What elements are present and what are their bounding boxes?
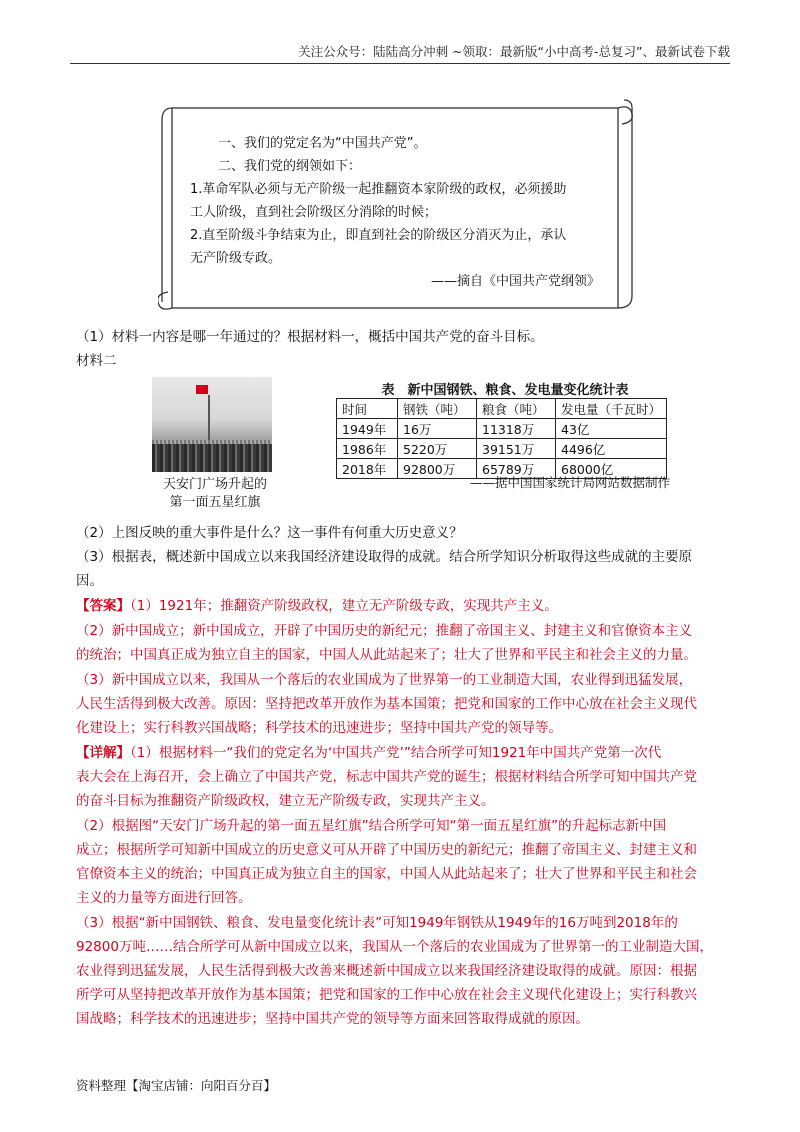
photo-caption-line: 天安门广场升起的 (162, 477, 267, 492)
detail-text: （1）根据材料一“我们的党定名为‘中国共产党’”结合所学可知1921年中国共产党第一次代 (130, 745, 662, 761)
answer-label: 【答案】 (76, 598, 130, 614)
photo-caption (140, 476, 290, 512)
detail-3-line: 国战略；科学技术的迅速进步；坚持中国共产党的领导等方面来回答取得成就的原因。 (76, 1011, 589, 1027)
table-cell: 39151万 (477, 439, 556, 459)
material1-line: 二、我们党的纲领如下： (218, 159, 362, 174)
table-cell: 11318万 (477, 419, 556, 439)
answer-2-line: 的统治；中国真正成为独立自主的国家，中国人从此站起来了；壮大了世界和平民主和社会主义的力量。 (76, 647, 697, 663)
detail-3-line: 92800万吨……结合所学可从新中国成立以来，我国从一个落后的农业国成为了世界第一的工业制造大国， (76, 939, 713, 955)
material1-text (190, 132, 610, 293)
question-1: （1）材料一内容是哪一年通过的？根据材料一，概括中国共产党的奋斗目标。 (76, 329, 544, 345)
table-header-cell: 时间 (337, 399, 398, 419)
five-star-red-flag-icon (196, 385, 208, 394)
table-cell: 68000亿 (556, 459, 667, 479)
detail-3-line: 所学可从坚持把改革开放作为基本国策；把党和国家的工作中心放在社会主义现代化建设上；实行科教兴 (76, 987, 697, 1003)
question-3-line: 因。 (76, 573, 103, 589)
question-3-line: （3）根据表，概述新中国成立以来我国经济建设取得的成就。结合所学知识分析取得这些成就的主要原 (76, 549, 693, 565)
material1-line: 1.革命军队必须与无产阶级一起推翻资本家阶级的政权，必须援助 (190, 182, 567, 197)
material1-line: 一、我们的党定名为“中国共产党”。 (218, 136, 427, 151)
table-cell: 2018年 (337, 459, 398, 479)
answer-3-line: 化建设上；实行科教兴国战略；科学技术的迅速进步；坚持中国共产党的领导等。 (76, 720, 562, 736)
table-header-cell: 粮食（吨） (477, 399, 556, 419)
answer-text: （1）1921年；推翻资产阶级政权，建立无产阶级专政，实现共产主义。 (130, 598, 558, 614)
table-cell: 1986年 (337, 439, 398, 459)
detail-2-line: （2）根据图“天安门广场升起的第一面五星红旗”结合所学可知“第一面五星红旗”的升起标志新中国 (76, 818, 667, 834)
detail-2-line: 成立；根据所学可知新中国成立的历史意义可从开辟了中国历史的新纪元；推翻了帝国主义、封建主义和 (76, 842, 697, 858)
table-row (337, 419, 667, 439)
photo-crowd (152, 444, 272, 472)
table-title: 表 新中国钢铁、粮食、发电量变化统计表 (381, 383, 629, 398)
table-source: ——据中国国家统计局网站数据制作 (469, 475, 670, 490)
table-cell: 65789万 (477, 459, 556, 479)
detail-1-line: 表大会在上海召开，会上确立了中国共产党，标志中国共产党的诞生；根据材料结合所学可知中国共产党 (76, 769, 697, 785)
detail-2-line: 主义的力量等方面进行回答。 (76, 890, 252, 906)
detail-2-line: 官僚资本主义的统治；中国真正成为独立自主的国家，中国人从此站起来了；壮大了世界和平民主和社会 (76, 866, 697, 882)
flag-pole (208, 395, 210, 445)
answer-1 (76, 594, 736, 618)
table-header-cell: 发电量（千瓦时） (556, 399, 667, 419)
header-divider (70, 63, 730, 64)
table-cell: 16万 (398, 419, 477, 439)
question-2: （2）上图反映的重大事件是什么？这一事件有何重大历史意义？ (76, 525, 463, 541)
table-cell: 4496亿 (556, 439, 667, 459)
material1-source: ——摘自《中国共产党纲领》 (430, 274, 600, 289)
page-footer: 资料整理【淘宝店铺：向阳百分百】 (76, 1078, 277, 1093)
detail-label: 【详解】 (76, 745, 130, 761)
table-cell: 43亿 (556, 419, 667, 439)
answer-3-line: （3）新中国成立以来，我国从一个落后的农业国成为了世界第一的工业制造大国，农业得到迅猛发展， (76, 672, 693, 688)
material1-line: 工人阶级，直到社会阶级区分消除的时候； (190, 205, 438, 220)
table-cell: 5220万 (398, 439, 477, 459)
material1-line: 无产阶级专政。 (190, 251, 282, 266)
answer-2-line: （2）新中国成立；新中国成立，开辟了中国历史的新纪元；推翻了帝国主义、封建主义和官僚资本主义 (76, 623, 693, 639)
material1-scroll (158, 96, 638, 320)
material2-label: 材料二 (76, 353, 117, 369)
photo-caption-line: 第一面五星红旗 (169, 495, 261, 510)
detail-1-line: 的奋斗目标为推翻资产阶级政权，建立无产阶级专政，实现共产主义。 (76, 793, 495, 809)
statistics-table (336, 398, 667, 479)
table-row (337, 439, 667, 459)
table-cell: 92800万 (398, 459, 477, 479)
table-header-row (337, 399, 667, 419)
material1-line: 2.直至阶级斗争结束为止，即直到社会的阶级区分消灭为止，承认 (190, 228, 567, 243)
detail-1 (76, 741, 736, 765)
page-header: 关注公众号：陆陆高分冲刺 ~领取：最新版“小中高考-总复习”、最新试卷下载 (298, 44, 730, 59)
answer-3-line: 人民生活得到极大改善。原因：坚持把改革开放作为基本国策；把党和国家的工作中心放在社会主义现代 (76, 696, 697, 712)
table-cell: 1949年 (337, 419, 398, 439)
tiananmen-flag-photo (152, 377, 272, 472)
detail-3-line: 农业得到迅猛发展，人民生活得到极大改善来概述新中国成立以来我国经济建设取得的成就。原因：根据 (76, 963, 697, 979)
detail-3-line: （3）根据“新中国钢铁、粮食、发电量变化统计表”可知1949年钢铁从1949年的16万吨到2018年的 (76, 915, 678, 931)
table-header-cell: 钢铁（吨） (398, 399, 477, 419)
